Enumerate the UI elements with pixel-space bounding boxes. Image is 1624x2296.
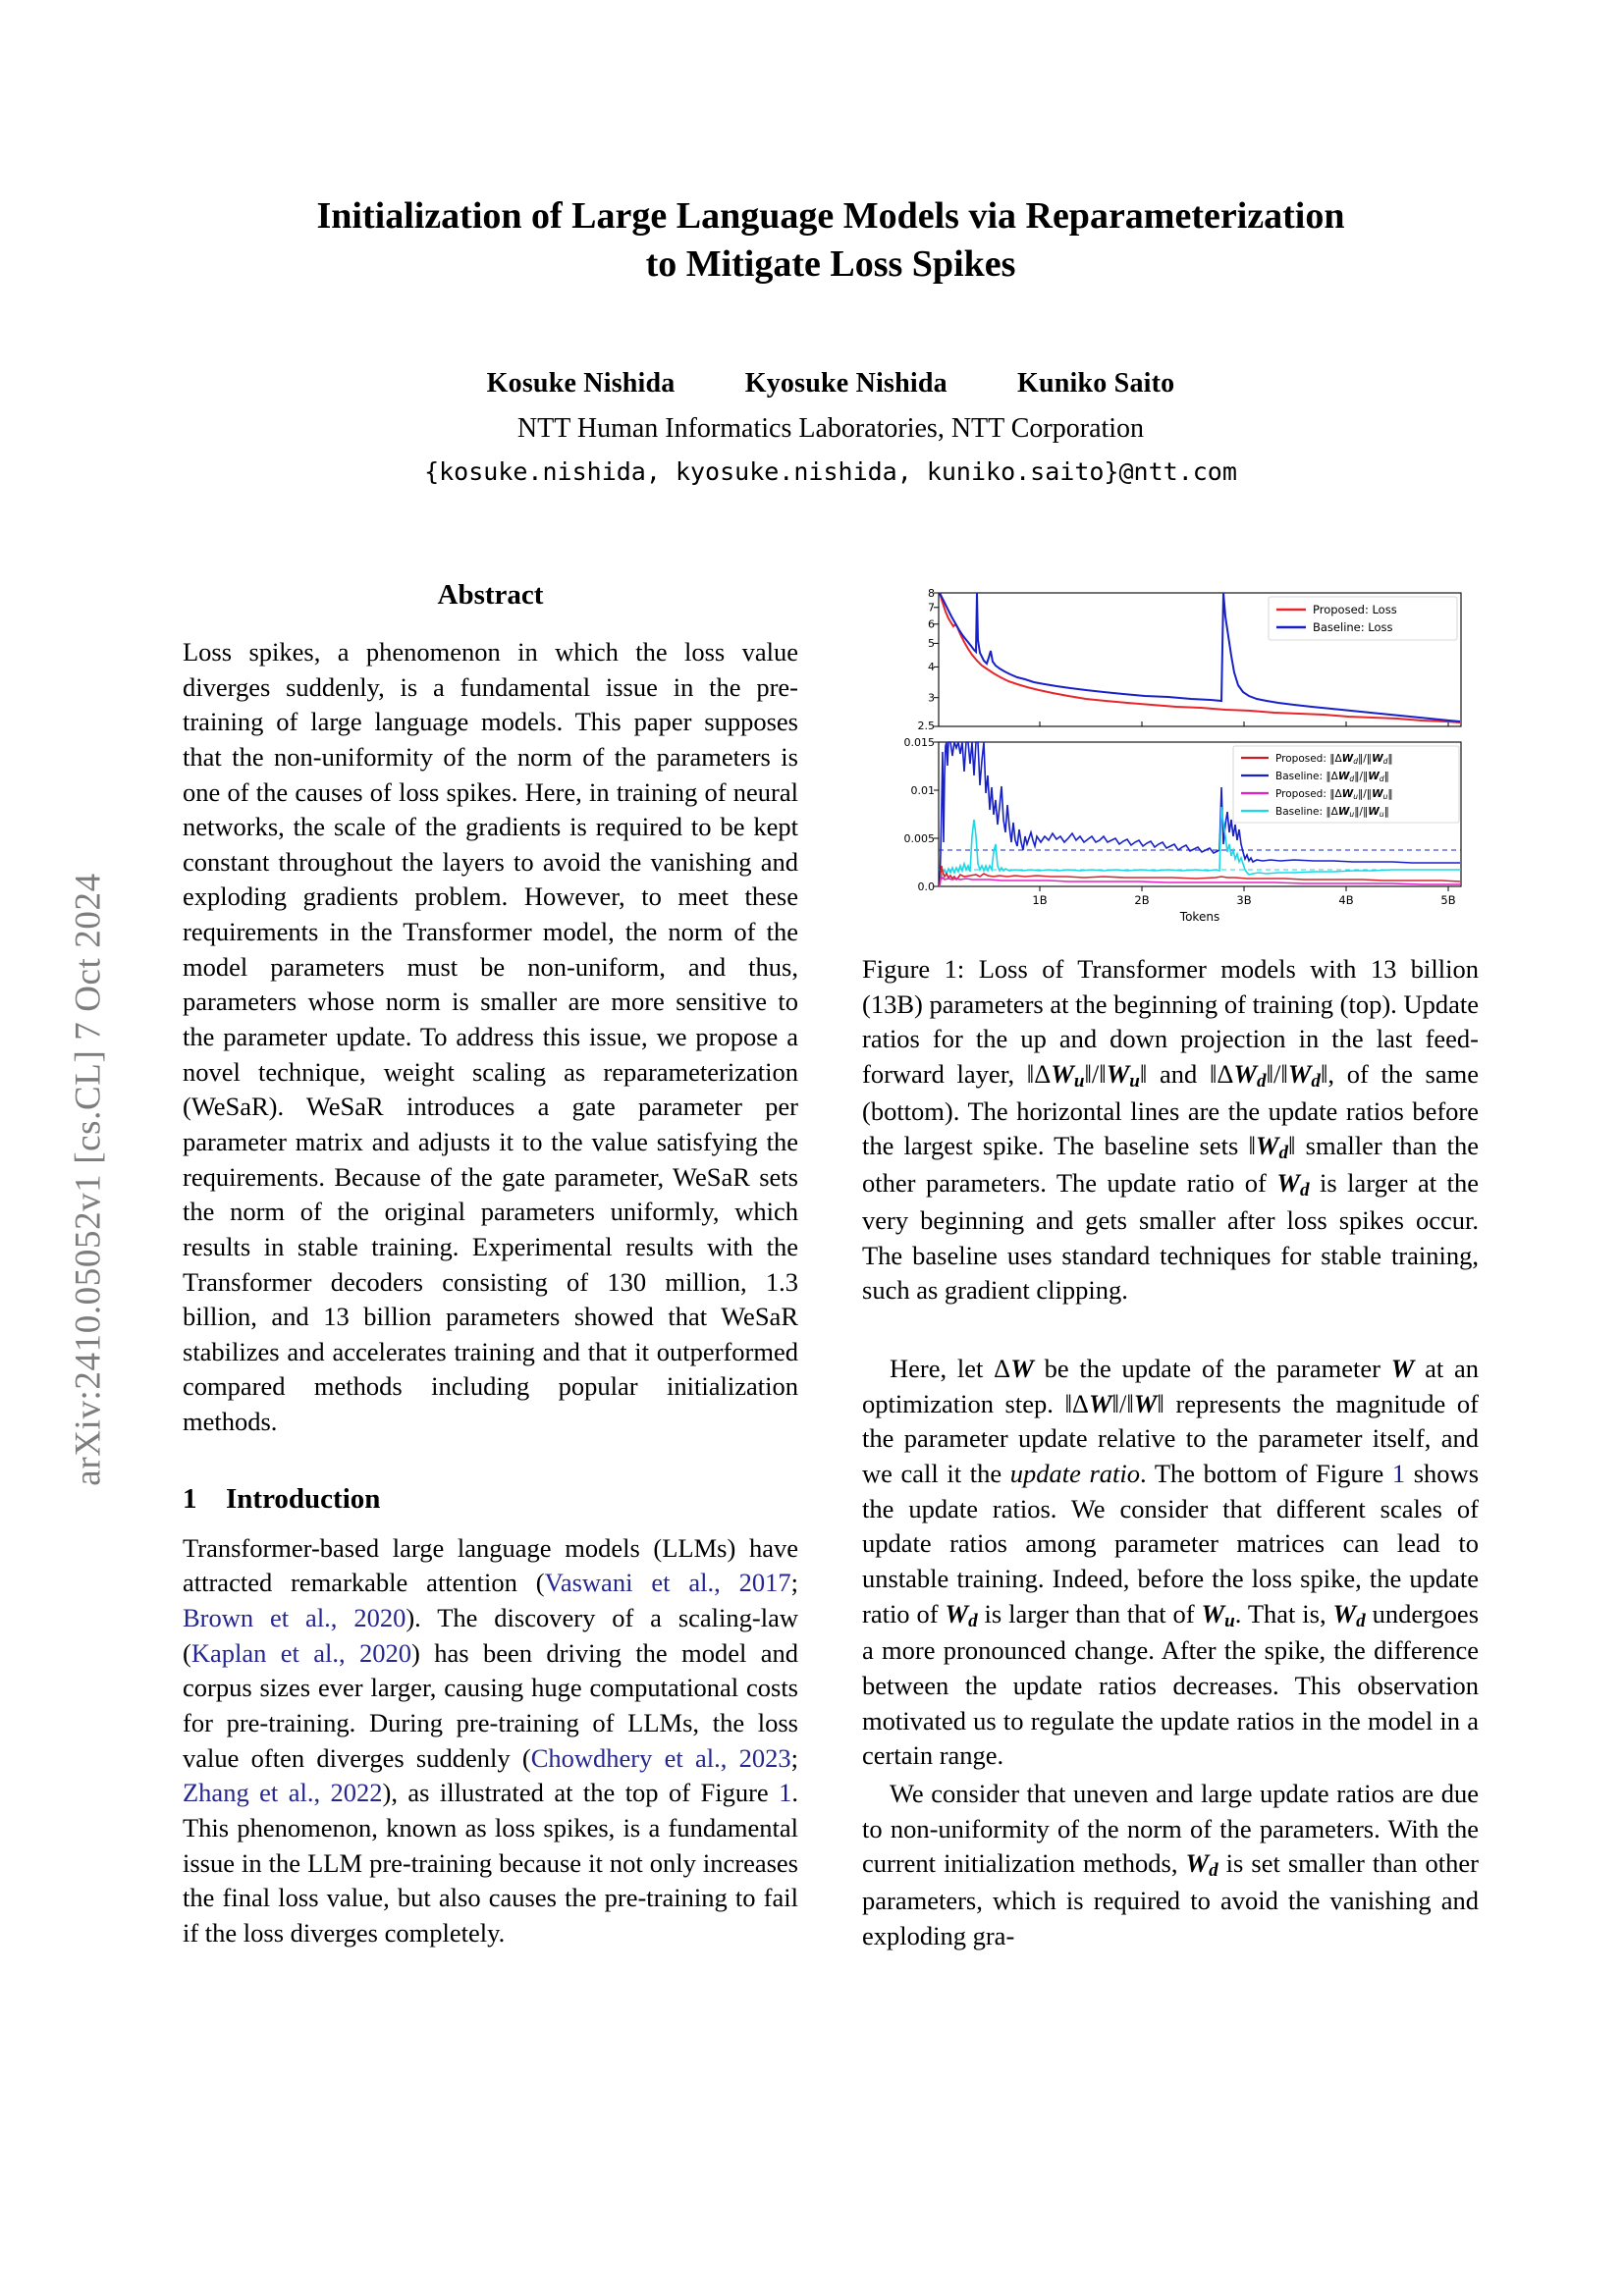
text-run: represents the magnitude of the parameter update relative to the parameter itself, and we call it the xyxy=(862,1388,1479,1488)
text-run: , of the same (bottom). The horizontal lines are the update ratios before the largest spike. The baseline sets xyxy=(862,1058,1479,1161)
text-run: . That is, xyxy=(1234,1598,1333,1629)
math-run: ‖Δ xyxy=(1064,1388,1089,1418)
citation-link[interactable]: Kaplan et al., 2020 xyxy=(190,1637,412,1668)
math-run: ‖ xyxy=(1320,1058,1328,1089)
svg-text:Proposed: Loss: Proposed: Loss xyxy=(1313,603,1397,616)
text-run: ; xyxy=(790,1742,798,1773)
citation-link[interactable]: Zhang et al., 2022 xyxy=(183,1778,383,1808)
math-subscript: d xyxy=(1278,1143,1289,1164)
emphasis-update-ratio: update ratio xyxy=(1009,1458,1141,1488)
math-run: ‖ xyxy=(1139,1058,1148,1089)
arxiv-stamp-text: arXiv:2410.05052v1 [cs.CL] 7 Oct 2024 xyxy=(68,873,109,1486)
figure-1-plot-area xyxy=(862,579,1479,931)
math-symbol-W: W xyxy=(1010,1354,1034,1384)
math-run: ‖/‖ xyxy=(1084,1058,1107,1089)
svg-text:4: 4 xyxy=(928,661,935,673)
text-run: . This phenomenon, known as loss spikes, is a fundamental issue in the LLM pre-training because it not only increases the final loss value, but also causes the pre-training to fail if the loss diverges completely. xyxy=(183,1778,799,1948)
affiliation: NTT Human Informatics Laboratories, NTT Corporation xyxy=(516,412,1145,444)
author-name: Kosuke Nishida xyxy=(486,367,676,399)
section-title: Introduction xyxy=(226,1482,381,1515)
author-name: Kuniko Saito xyxy=(1017,367,1175,399)
math-run: ‖Δ xyxy=(1209,1058,1234,1089)
math-symbol-W: W xyxy=(1390,1354,1415,1384)
section-heading-introduction xyxy=(183,1483,798,1516)
svg-text:2B: 2B xyxy=(1134,893,1150,907)
text-run: Transformer-based large language models (LLMs) have attracted remarkable attention ( xyxy=(183,1532,798,1598)
svg-text:Proposed: ‖ΔWu‖/‖Wu‖: Proposed: ‖ΔWu‖/‖Wu‖ xyxy=(1275,788,1393,801)
svg-text:7: 7 xyxy=(928,601,935,614)
math-symbol-W: W xyxy=(1255,1131,1279,1161)
author-list xyxy=(183,368,1479,400)
math-subscript: u xyxy=(1224,1610,1235,1631)
text-run: ; xyxy=(790,1568,798,1598)
text-run: We consider that uneven and large update ratios are due to non-uniformity of the norm of the parameters. With the current initialization methods, xyxy=(862,1778,1479,1879)
text-run: shows the update ratios. We consider that different scales of update ratios among parameter matrices can lead to unstable training. Indeed, before the loss spike, the update ratio of xyxy=(862,1458,1480,1629)
text-run: ), as illustrated at the top of Figure xyxy=(382,1778,780,1808)
math-subscript: d xyxy=(1209,1860,1218,1882)
math-symbol-W: W xyxy=(1133,1388,1158,1418)
math-subscript: d xyxy=(1299,1180,1310,1201)
math-symbol-W: W xyxy=(1201,1598,1225,1629)
svg-text:2.5: 2.5 xyxy=(917,720,935,732)
math-symbol-W: W xyxy=(1276,1168,1300,1199)
abstract-heading: Abstract xyxy=(437,579,544,611)
math-symbol-W: W xyxy=(1185,1848,1210,1879)
math-run: ‖/‖ xyxy=(1266,1058,1288,1089)
math-run: ‖ xyxy=(1157,1388,1164,1418)
text-run: . The bottom of Figure xyxy=(1140,1458,1392,1488)
svg-text:8: 8 xyxy=(928,587,935,600)
math-symbol-W: W xyxy=(945,1598,969,1629)
svg-text:1B: 1B xyxy=(1032,893,1048,907)
svg-text:0.01: 0.01 xyxy=(910,784,935,797)
svg-text:0.015: 0.015 xyxy=(903,736,935,749)
svg-text:5: 5 xyxy=(928,637,935,650)
arxiv-stamp xyxy=(0,0,108,2296)
math-symbol-W: W xyxy=(1233,1058,1258,1089)
update-ratio-chart-legend xyxy=(1233,746,1459,823)
figure-reference-link[interactable]: 1 xyxy=(779,1778,792,1808)
text-run: is larger at the very beginning and gets smaller after loss spikes occur. The baseline uses standard techniques for stable training, such as gradient clipping. xyxy=(862,1168,1479,1306)
figure-reference-link[interactable]: 1 xyxy=(1391,1458,1406,1488)
text-run: Here, let Δ xyxy=(890,1354,1011,1384)
svg-text:Baseline: ‖ΔWd‖/‖Wd‖: Baseline: ‖ΔWd‖/‖Wd‖ xyxy=(1275,771,1389,783)
figure-caption-label: Figure 1: xyxy=(862,954,965,984)
math-symbol-W: W xyxy=(1332,1598,1357,1629)
math-symbol-W: W xyxy=(1287,1058,1312,1089)
math-subscript: d xyxy=(1257,1071,1267,1093)
right-column-paragraph-2 xyxy=(862,1777,1479,1953)
svg-text:Baseline: ‖ΔWu‖/‖Wu‖: Baseline: ‖ΔWu‖/‖Wu‖ xyxy=(1275,806,1389,819)
text-run: is set smaller than other parameters, which is required to avoid the vanishing and exploding gra- xyxy=(862,1848,1480,1950)
x-axis-label: Tokens xyxy=(1179,910,1220,924)
author-name: Kyosuke Nishida xyxy=(744,367,947,399)
figure-1 xyxy=(862,579,1479,1308)
text-run: is larger than that of xyxy=(977,1598,1202,1629)
math-subscript: u xyxy=(1073,1071,1085,1093)
right-column xyxy=(862,579,1479,1953)
svg-text:4B: 4B xyxy=(1338,893,1354,907)
svg-text:Baseline: Loss: Baseline: Loss xyxy=(1313,620,1393,634)
text-run: smaller than the other parameters. The update ratio of xyxy=(862,1131,1480,1199)
paper-title-line-1: Initialization of Large Language Models via Reparameterization xyxy=(316,195,1345,237)
text-run: at an optimization step. xyxy=(862,1354,1479,1418)
svg-text:0.005: 0.005 xyxy=(903,832,935,845)
svg-text:6: 6 xyxy=(928,617,935,631)
svg-text:Proposed: ‖ΔWd‖/‖Wd‖: Proposed: ‖ΔWd‖/‖Wd‖ xyxy=(1275,753,1393,766)
math-symbol-W: W xyxy=(1088,1388,1112,1418)
page-title xyxy=(296,192,1366,290)
citation-link[interactable]: Vaswani et al., 2017 xyxy=(544,1568,791,1598)
math-run: ‖ xyxy=(1248,1131,1256,1161)
svg-text:0.0: 0.0 xyxy=(917,881,935,893)
svg-text:5B: 5B xyxy=(1440,893,1456,907)
math-subscript: u xyxy=(1129,1071,1140,1093)
section-number: 1 xyxy=(183,1482,197,1515)
paper-page xyxy=(183,0,1479,2296)
math-run: ‖/‖ xyxy=(1111,1388,1134,1418)
text-run: be the update of the parameter xyxy=(1033,1354,1391,1384)
figure-1-svg xyxy=(862,579,1479,931)
math-symbol-W: W xyxy=(1051,1058,1074,1089)
text-run: ) has been driving the model and corpus sizes ever larger, causing huge computational costs for pre-training. During pre-training of LLMs, the loss value often diverges suddenly ( xyxy=(183,1637,798,1773)
text-run: ). The discovery of a scaling-law ( xyxy=(183,1603,798,1668)
math-symbol-W: W xyxy=(1106,1058,1130,1089)
paper-title-line-2: to Mitigate Loss Spikes xyxy=(645,243,1016,286)
citation-link[interactable]: Chowdhery et al., 2023 xyxy=(530,1742,791,1773)
right-column-paragraph-1 xyxy=(862,1352,1479,1774)
loss-chart-legend xyxy=(1269,597,1457,640)
text-run: Loss of Transformer models with 13 billion (13B) parameters at the beginning of training (top). Update ratios for the up and down projection in the last feed-forward layer, xyxy=(862,954,1479,1089)
citation-link[interactable]: Brown et al., 2020 xyxy=(183,1603,406,1633)
left-column xyxy=(183,579,798,1953)
text-run: and xyxy=(1147,1058,1210,1089)
math-subscript: d xyxy=(1311,1071,1321,1093)
introduction-paragraph-1 xyxy=(183,1531,798,1951)
svg-text:3: 3 xyxy=(928,691,935,705)
math-run: ‖ xyxy=(1288,1131,1296,1161)
svg-text:3B: 3B xyxy=(1236,893,1252,907)
abstract-text: Loss spikes, a phenomenon in which the loss value diverges suddenly, is a fundamental issue in the pre-training of large language models. This paper supposes that the non-uniformity of the norm of the parameters is one of the causes of loss spikes. Here, in training of neural networks, the scale of the gradients is required to be kept constant throughout the layers to avoid the vanishing and exploding gradients problem. However, to meet these requirements in the Transformer model, the norm of the model parameters must be non-uniform, and thus, parameters whose norm is smaller are more sensitive to the parameter update. To address this issue, we propose a novel technique, weight scaling as reparameterization (WeSaR). WeSaR introduces a gate parameter per parameter matrix and adjusts it to the value satisfying the requirements. Because of the gate parameter, WeSaR sets the norm of the original parameters uniformly, which results in stable training. Experimental results with the Transformer decoders consisting of 130 million, 1.3 billion, and 13 billion parameters showed that WeSaR stabilizes and accelerates training and that it outperformed compared methods including popular initialization methods. xyxy=(183,637,798,1437)
math-subscript: d xyxy=(968,1610,978,1631)
text-run: undergoes a more pronounced change. After the spike, the difference between the update ratios decreases. This observation motivated us to regulate the update ratios in the model in a certain range. xyxy=(862,1598,1480,1771)
author-emails: {kosuke.nishida, kyosuke.nishida, kuniko.saito}@ntt.com xyxy=(424,456,1237,486)
figure-1-caption xyxy=(862,952,1479,1308)
math-run: ‖Δ xyxy=(1026,1058,1052,1089)
math-subscript: d xyxy=(1356,1610,1366,1631)
two-column-body xyxy=(183,579,1479,1953)
title-block xyxy=(183,0,1479,486)
